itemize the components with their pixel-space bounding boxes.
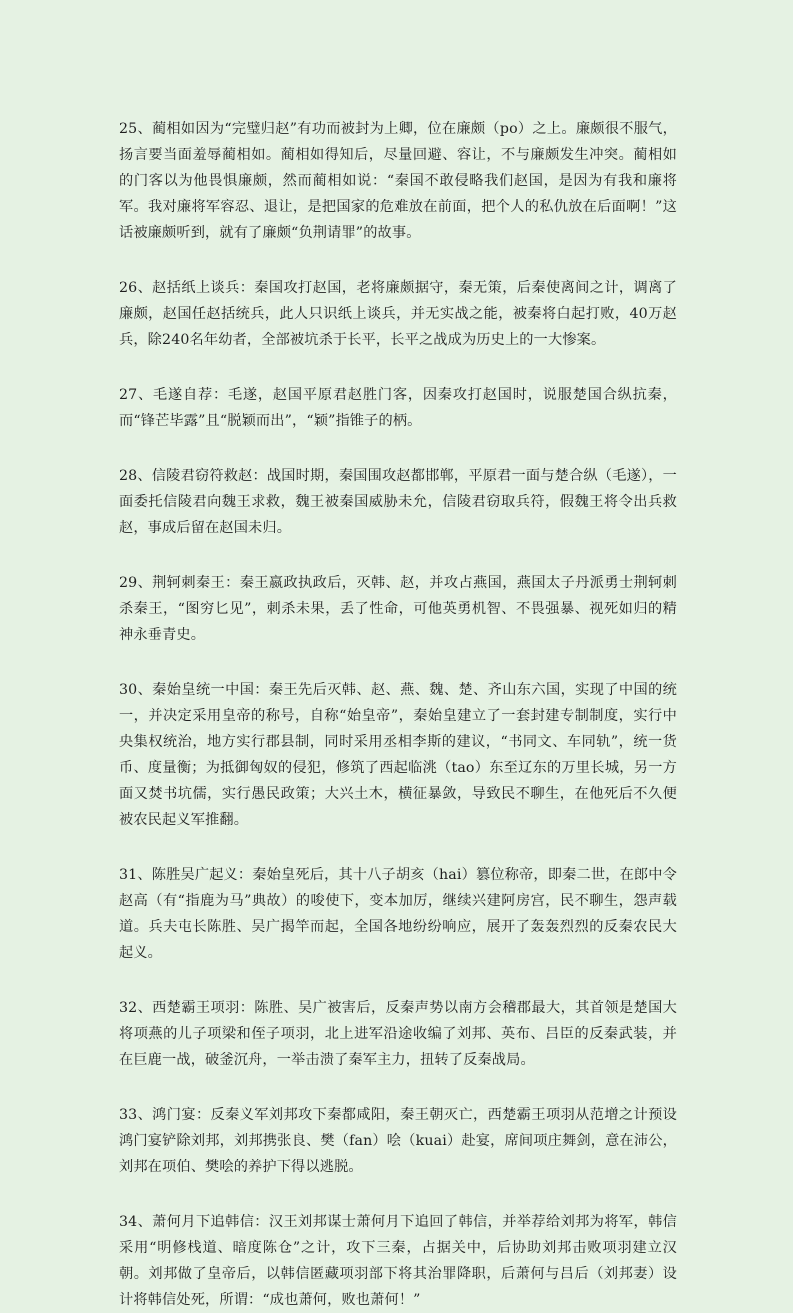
paragraph-25: 25、蔺相如因为“完璧归赵”有功而被封为上卿，位在廉颇（po）之上。廉颇很不服气，扬言要当面羞辱蔺相如。蔺相如得知后，尽量回避、容让，不与廉颇发生冲突。蔺相如的门客以为他畏惧廉颇，然而蔺相如说：“秦国不敢侵略我们赵国，是因为有我和廉将军。我对廉将军容忍、退让，是把国家的危难放在前面，把个人的私仇放在后面啊！”这话被廉颇听到，就有了廉颇“负荆请罪”的故事。 [119, 121, 677, 241]
paragraph-30: 30、秦始皇统一中国：秦王先后灭韩、赵、燕、魏、楚、齐山东六国，实现了中国的统一，并决定采用皇帝的称号，自称“始皇帝”，秦始皇建立了一套封建专制制度，实行中央集权统治，地方实行郡县制，同时采用丞相李斯的建议，“书同文、车同轨”，统一货币、度量衡；为抵御匈奴的侵犯，修筑了西起临洮（tao）东至辽东的万里长城，另一方面又焚书坑儒，实行愚民政策；大兴土木，横征暴敛，导致民不聊生，在他死后不久便被农民起义军推翻。 [119, 682, 677, 828]
paragraph-33: 33、鸿门宴：反秦义军刘邦攻下秦都咸阳，秦王朝灭亡，西楚霸王项羽从范增之计预设鸿门宴铲除刘邦，刘邦携张良、樊（fan）哙（kuai）赴宴，席间项庄舞剑，意在沛公，刘邦在项伯、樊哙的养护下得以逃脱。 [119, 1107, 677, 1175]
paragraph-34: 34、萧何月下追韩信：汉王刘邦谋士萧何月下追回了韩信，并举荐给刘邦为将军，韩信采用“明修栈道、暗度陈仓”之计，攻下三秦，占据关中，后协助刘邦击败项羽建立汉朝。刘邦做了皇帝后，以韩信匿藏项羽部下将其治罪降职，后萧何与吕后（刘邦妻）设计将韩信处死，所谓：“成也萧何，败也萧何！” [119, 1214, 677, 1308]
paragraph-28: 28、信陵君窃符救赵：战国时期，秦国围攻赵都邯郸，平原君一面与楚合纵（毛遂），一面委托信陵君向魏王求救，魏王被秦国威胁未允，信陵君窃取兵符，假魏王将令出兵救赵，事成后留在赵国未归。 [119, 468, 677, 536]
paragraph-31: 31、陈胜吴广起义：秦始皇死后，其十八子胡亥（hai）篡位称帝，即秦二世，在郎中令赵高（有“指鹿为马”典故）的唆使下，变本加厉，继续兴建阿房宫，民不聊生，怨声载道。兵夫屯长陈胜、吴广揭竿而起，全国各地纷纷响应，展开了轰轰烈烈的反秦农民大起义。 [119, 867, 677, 961]
paragraph-29: 29、荆轲刺秦王：秦王嬴政执政后，灭韩、赵，并攻占燕国，燕国太子丹派勇士荆轲刺杀秦王，“图穷匕见”，刺杀未果，丢了性命，可他英勇机智、不畏强暴、视死如归的精神永垂青史。 [119, 575, 677, 643]
paragraph-27: 27、毛遂自荐：毛遂，赵国平原君赵胜门客，因秦攻打赵国时，说服楚国合纵抗秦，而“锋芒毕露”且“脱颖而出”，“颖”指锥子的柄。 [119, 387, 677, 429]
paragraph-26: 26、赵括纸上谈兵：秦国攻打赵国，老将廉颇据守，秦无策，后秦使离间之计，调离了廉颇，赵国任赵括统兵，此人只识纸上谈兵，并无实战之能，被秦将白起打败，40万赵兵，除240名年幼者，全部被坑杀于长平，长平之战成为历史上的一大惨案。 [119, 280, 677, 348]
paragraph-32: 32、西楚霸王项羽：陈胜、吴广被害后，反秦声势以南方会稽郡最大，其首领是楚国大将项燕的儿子项梁和侄子项羽，北上进军沿途收编了刘邦、英布、吕臣的反秦武装，并在巨鹿一战，破釜沉舟，一举击溃了秦军主力，扭转了反秦战局。 [119, 1000, 677, 1068]
